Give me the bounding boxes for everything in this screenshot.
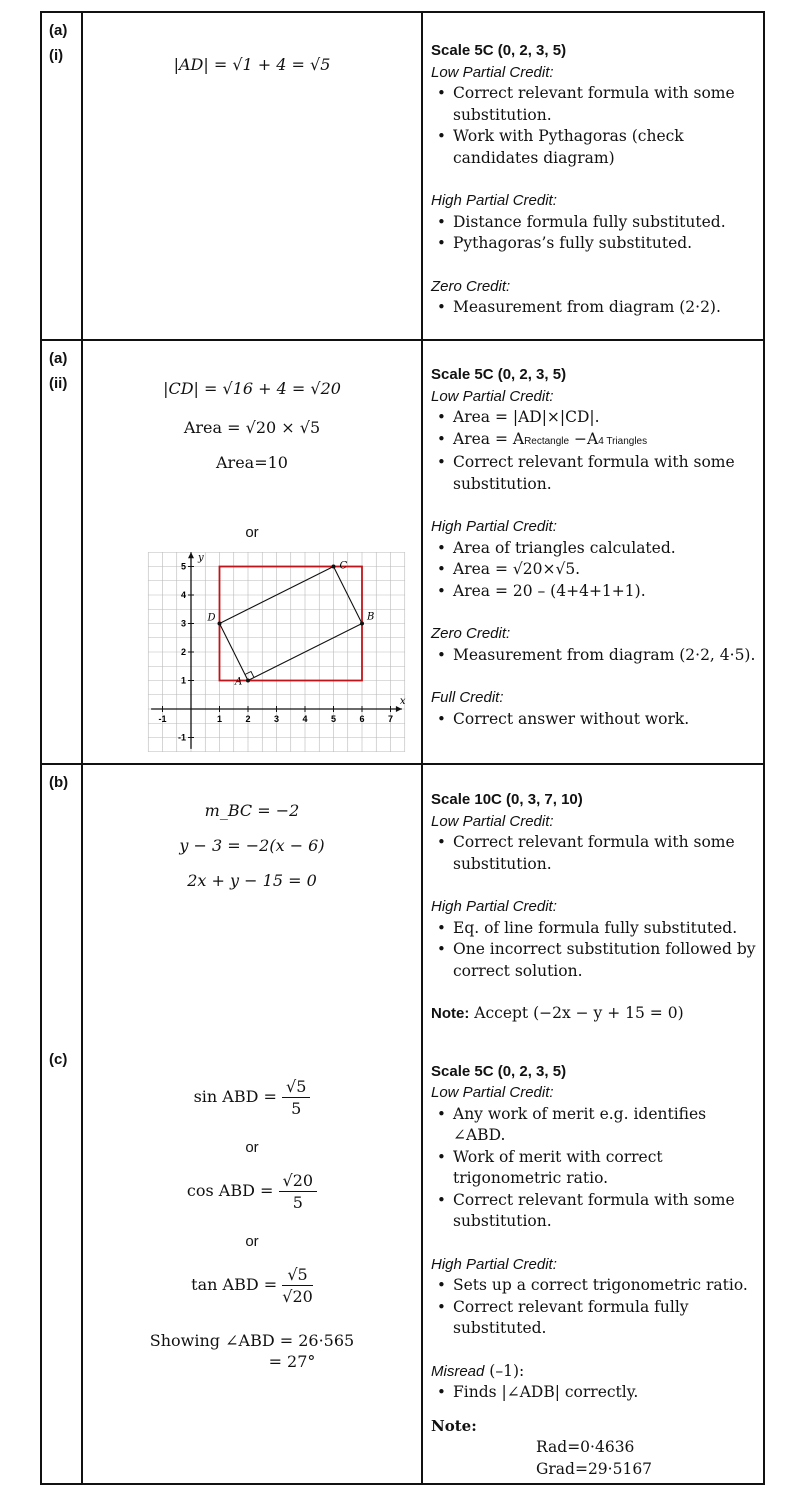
list-item: • One incorrect substitution followed by correct solution.: [431, 939, 757, 982]
list-item: • Area = ARectangle −A4 Triangles: [431, 429, 757, 453]
point-slope-equation: y − 3 = −2(x − 6): [179, 836, 325, 855]
x-tick-label: 3: [273, 714, 280, 724]
note-label: Note:: [431, 1416, 477, 1435]
y-tick-label: -1: [177, 732, 186, 743]
x-tick-label: 6: [359, 714, 365, 724]
low-partial-label: Low Partial Credit:: [431, 387, 554, 405]
y-tick-label: 4: [180, 590, 186, 600]
vertex-label: D: [207, 612, 216, 624]
marking-scheme-table: [40, 11, 765, 1485]
scale-heading: Scale 5C (0, 2, 3, 5): [431, 1062, 567, 1080]
or-separator: or: [245, 1233, 259, 1250]
list-item: • Work of merit with correct trigonometric ratio.: [431, 1147, 757, 1190]
y-tick-label: 3: [180, 618, 186, 629]
high-partial-label: High Partial Credit:: [431, 1255, 557, 1273]
list-item: • Correct relevant formula with some substitution.: [431, 83, 757, 126]
or-separator: or: [245, 524, 259, 541]
low-partial-label: Low Partial Credit:: [431, 1084, 554, 1101]
subpart-label: (i): [49, 47, 64, 64]
high-partial-label: High Partial Credit:: [431, 518, 557, 535]
zero-credit-label: Zero Credit:: [431, 625, 511, 642]
x-tick-label: 4: [302, 714, 308, 724]
angle-rounded: = 27°: [268, 1352, 316, 1371]
or-separator: or: [245, 1139, 259, 1156]
x-tick-label: 5: [330, 714, 337, 724]
list-item: • Area of triangles calculated.: [431, 538, 757, 560]
list-item: • Finds |∠ADB| correctly.: [431, 1382, 757, 1404]
part-label: (b): [49, 774, 69, 791]
high-partial-label: High Partial Credit:: [431, 192, 557, 209]
list-item: • Pythagoras’s fully substituted.: [431, 233, 757, 255]
vertex-point: [332, 565, 336, 569]
part-label: (a): [49, 22, 68, 39]
low-partial-label: Low Partial Credit:: [431, 63, 554, 81]
row-a-ii: [41, 340, 764, 764]
gradian-value: Grad=29·5167: [536, 1459, 653, 1478]
marking-cell: [422, 12, 764, 340]
misread-label: Misread (–1):: [431, 1361, 525, 1380]
solution-cell: [82, 12, 422, 340]
angle-result: Showing ∠ABD = 26·565: [149, 1331, 355, 1350]
area-result: Area=10: [216, 453, 288, 472]
list-item: • Correct relevant formula with some substitution.: [431, 452, 757, 495]
y-axis-label: y: [198, 552, 204, 564]
list-item: • Correct answer without work.: [431, 709, 757, 731]
scale-heading: Scale 5C (0, 2, 3, 5): [431, 366, 567, 383]
low-partial-label: Low Partial Credit:: [431, 812, 554, 830]
vertex-label: C: [339, 560, 348, 572]
x-tick-label: 2: [245, 714, 251, 724]
list-item: • Distance formula fully substituted.: [431, 212, 757, 234]
y-tick-label: 5: [180, 561, 186, 572]
list-item: • Sets up a correct trigonometric ratio.: [431, 1275, 757, 1297]
row-b-c: [41, 764, 764, 1484]
list-item: • Correct relevant formula fully substituted.: [431, 1297, 757, 1340]
list-item: • Work with Pythagoras (check candidates diagram): [431, 126, 757, 169]
vertex-point: [360, 622, 364, 626]
list-item: • Area = 20 – (4+4+1+1).: [431, 581, 757, 603]
x-axis-label: x: [399, 696, 406, 707]
list-item: • Eq. of line formula fully substituted.: [431, 918, 757, 940]
tan-equation: tan ABD = $\frac{√5}{√20}$: [191, 1265, 313, 1306]
part-label-cell: [41, 340, 82, 764]
slope-bc: m_BC = −2: [204, 801, 300, 820]
radian-value: Rad=0·4636: [536, 1438, 635, 1456]
part-label-cell: [41, 764, 82, 1484]
vertex-point: [246, 679, 250, 683]
solution-cell: [82, 764, 422, 1484]
list-item: • Any work of merit e.g. identifies ∠ABD.: [431, 1104, 757, 1147]
list-item: • Correct relevant formula with some substitution.: [431, 1190, 757, 1233]
ad-length-equation: |AD| = √1 + 4 = √5: [173, 55, 331, 74]
full-credit-label: Full Credit:: [431, 689, 504, 706]
scale-heading: Scale 10C (0, 3, 7, 10): [431, 791, 583, 808]
list-item: • Area = |AD|×|CD|.: [431, 407, 757, 429]
list-item: • Correct relevant formula with some substitution.: [431, 832, 757, 875]
sin-equation: sin ABD = $\frac{√5}{5}$: [83, 1077, 421, 1118]
coordinate-diagram: [139, 552, 406, 759]
marking-cell: [422, 340, 764, 764]
zero-credit-label: Zero Credit:: [431, 277, 511, 295]
x-tick-label: 7: [387, 714, 394, 724]
y-axis-arrow: [188, 552, 194, 558]
list-item: • Area = √20×√5.: [431, 559, 757, 581]
vertex-point: [218, 622, 222, 626]
note: Note: Accept (−2x − y + 15 = 0): [431, 1004, 684, 1022]
cos-equation: cos ABD = $\frac{√20}{5}$: [83, 1171, 421, 1212]
list-item: • Measurement from diagram (2·2, 4·5).: [431, 645, 757, 667]
x-tick-label: 1: [216, 714, 223, 724]
row-a-i: [41, 12, 764, 340]
scale-heading: Scale 5C (0, 2, 3, 5): [431, 42, 567, 59]
part-label: (a): [49, 350, 68, 367]
vertex-label: A: [235, 676, 243, 688]
vertex-label: B: [367, 611, 375, 623]
x-tick-label: -1: [158, 714, 167, 724]
list-item: • Measurement from diagram (2·2).: [431, 297, 757, 319]
solution-cell: [82, 340, 422, 764]
cd-length-equation: |CD| = √16 + 4 = √20: [163, 379, 341, 398]
marking-cell: [422, 764, 764, 1484]
area-product-equation: Area = √20 × √5: [183, 418, 321, 437]
subpart-label: (ii): [49, 375, 68, 392]
y-tick-label: 2: [180, 647, 186, 657]
high-partial-label: High Partial Credit:: [431, 898, 557, 915]
part-label-cell: [41, 12, 82, 340]
y-tick-label: 1: [180, 675, 186, 686]
part-label: (c): [49, 1051, 68, 1068]
line-equation: 2x + y − 15 = 0: [187, 871, 317, 890]
